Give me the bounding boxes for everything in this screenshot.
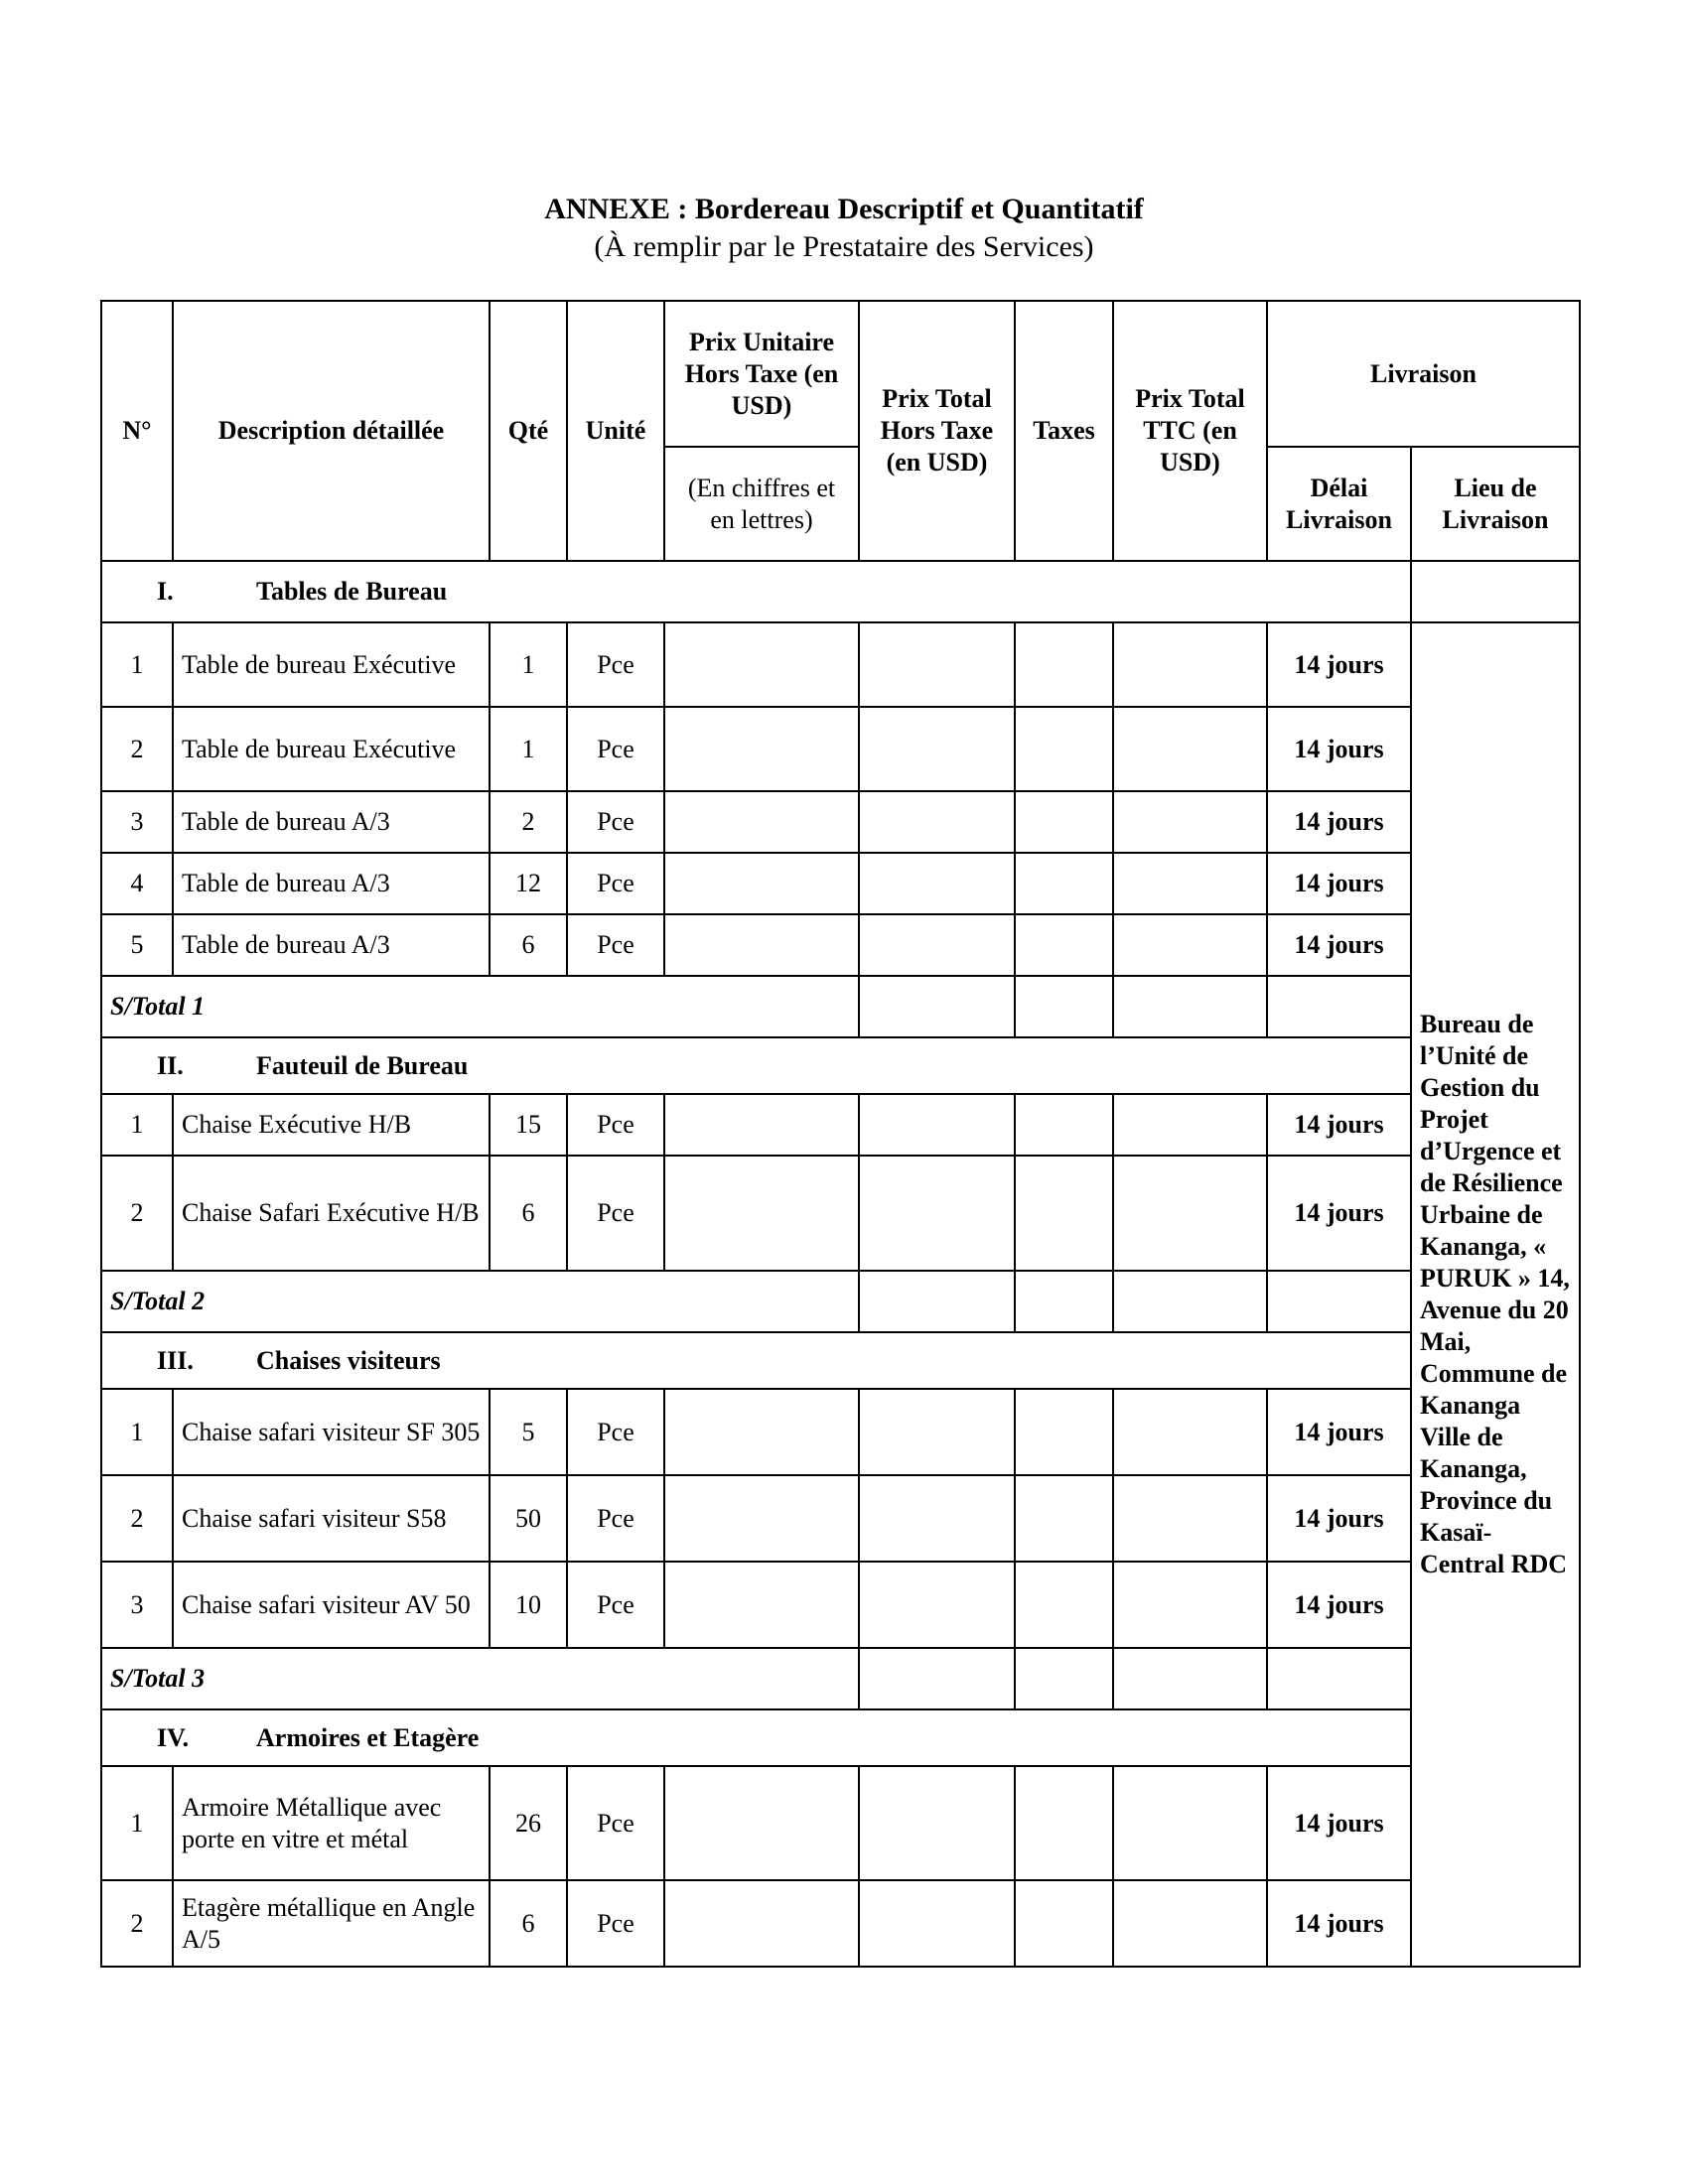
item-qte: 5 bbox=[490, 1389, 567, 1475]
section-name: Fauteuil de Bureau bbox=[256, 1050, 469, 1080]
section-header-row bbox=[101, 1709, 1580, 1766]
subtotal-label: S/Total 2 bbox=[101, 1271, 859, 1332]
item-unite: Pce bbox=[567, 1094, 664, 1156]
prix-total-ttc-cell[interactable] bbox=[1113, 1880, 1267, 1967]
subtotal-taxes-cell[interactable] bbox=[1015, 1271, 1113, 1332]
header-prix-unitaire: Prix Unitaire Hors Taxe (en USD) bbox=[664, 301, 859, 447]
section-title bbox=[101, 1709, 1411, 1766]
taxes-cell[interactable] bbox=[1015, 1562, 1113, 1648]
item-description: Etagère métallique en Angle A/5 bbox=[173, 1880, 490, 1967]
item-no: 1 bbox=[101, 1766, 173, 1880]
item-description: Chaise Safari Exécutive H/B bbox=[173, 1156, 490, 1271]
prix-total-ht-cell[interactable] bbox=[859, 622, 1015, 707]
item-unite: Pce bbox=[567, 914, 664, 976]
section-title bbox=[101, 1037, 1411, 1094]
section-title bbox=[101, 1332, 1411, 1389]
prix-unitaire-cell[interactable] bbox=[664, 622, 859, 707]
prix-total-ttc-cell[interactable] bbox=[1113, 914, 1267, 976]
item-qte: 6 bbox=[490, 914, 567, 976]
item-delai: 14 jours bbox=[1267, 1156, 1411, 1271]
item-unite: Pce bbox=[567, 1766, 664, 1880]
taxes-cell[interactable] bbox=[1015, 1766, 1113, 1880]
item-unite: Pce bbox=[567, 1156, 664, 1271]
table-row bbox=[101, 1880, 1580, 1967]
item-unite: Pce bbox=[567, 1562, 664, 1648]
taxes-cell[interactable] bbox=[1015, 707, 1113, 791]
header-delai: Délai Livraison bbox=[1267, 447, 1411, 561]
item-unite: Pce bbox=[567, 622, 664, 707]
prix-unitaire-cell[interactable] bbox=[664, 707, 859, 791]
prix-total-ttc-cell[interactable] bbox=[1113, 1766, 1267, 1880]
prix-total-ttc-cell[interactable] bbox=[1113, 707, 1267, 791]
item-qte: 6 bbox=[490, 1156, 567, 1271]
header-taxes: Taxes bbox=[1015, 301, 1113, 561]
item-description: Chaise safari visiteur SF 305 bbox=[173, 1389, 490, 1475]
item-description: Table de bureau Exécutive bbox=[173, 707, 490, 791]
item-unite: Pce bbox=[567, 1880, 664, 1967]
prix-total-ht-cell[interactable] bbox=[859, 1389, 1015, 1475]
item-description: Table de bureau Exécutive bbox=[173, 622, 490, 707]
document-title: ANNEXE : Bordereau Descriptif et Quantitatif bbox=[544, 193, 1144, 225]
item-no: 2 bbox=[101, 1880, 173, 1967]
bordereau-table bbox=[100, 300, 1581, 1968]
header-prix-unitaire-note: (En chiffres et en lettres) bbox=[664, 447, 859, 561]
prix-unitaire-cell[interactable] bbox=[664, 791, 859, 853]
item-delai: 14 jours bbox=[1267, 707, 1411, 791]
prix-total-ttc-cell[interactable] bbox=[1113, 791, 1267, 853]
subtotal-label: S/Total 3 bbox=[101, 1648, 859, 1709]
table-row bbox=[101, 1562, 1580, 1648]
lieu-blank-cell bbox=[1411, 561, 1580, 622]
subtotal-taxes-cell[interactable] bbox=[1015, 1648, 1113, 1709]
section-header-row bbox=[101, 1332, 1580, 1389]
item-qte: 1 bbox=[490, 707, 567, 791]
prix-unitaire-cell[interactable] bbox=[664, 1389, 859, 1475]
item-delai: 14 jours bbox=[1267, 1880, 1411, 1967]
subtotal-ttc-cell[interactable] bbox=[1113, 1648, 1267, 1709]
section-name: Tables de Bureau bbox=[256, 577, 448, 606]
item-unite: Pce bbox=[567, 791, 664, 853]
table-row bbox=[101, 622, 1580, 707]
item-description: Chaise safari visiteur S58 bbox=[173, 1475, 490, 1562]
table-row bbox=[101, 1389, 1580, 1475]
section-title bbox=[101, 561, 1411, 622]
prix-total-ttc-cell[interactable] bbox=[1113, 622, 1267, 707]
subtotal-ht-cell[interactable] bbox=[859, 1271, 1015, 1332]
prix-total-ttc-cell[interactable] bbox=[1113, 1094, 1267, 1156]
table-row bbox=[101, 1094, 1580, 1156]
subtotal-label: S/Total 1 bbox=[101, 976, 859, 1037]
item-qte: 12 bbox=[490, 853, 567, 914]
table-row bbox=[101, 1766, 1580, 1880]
item-description: Armoire Métallique avec porte en vitre et métal bbox=[173, 1766, 490, 1880]
item-unite: Pce bbox=[567, 1475, 664, 1562]
item-unite: Pce bbox=[567, 1389, 664, 1475]
item-qte: 2 bbox=[490, 791, 567, 853]
taxes-cell[interactable] bbox=[1015, 914, 1113, 976]
item-no: 5 bbox=[101, 914, 173, 976]
prix-total-ht-cell[interactable] bbox=[859, 1094, 1015, 1156]
subtotal-delai-cell bbox=[1267, 1648, 1411, 1709]
prix-unitaire-cell[interactable] bbox=[664, 1475, 859, 1562]
prix-total-ht-cell[interactable] bbox=[859, 1562, 1015, 1648]
section-number: III. bbox=[157, 1345, 194, 1375]
prix-total-ht-cell[interactable] bbox=[859, 853, 1015, 914]
item-delai: 14 jours bbox=[1267, 1562, 1411, 1648]
item-description: Chaise Exécutive H/B bbox=[173, 1094, 490, 1156]
prix-unitaire-cell[interactable] bbox=[664, 1094, 859, 1156]
table-row bbox=[101, 853, 1580, 914]
item-qte: 15 bbox=[490, 1094, 567, 1156]
prix-unitaire-cell[interactable] bbox=[664, 1766, 859, 1880]
table-row bbox=[101, 707, 1580, 791]
item-delai: 14 jours bbox=[1267, 1766, 1411, 1880]
item-delai: 14 jours bbox=[1267, 791, 1411, 853]
section-name: Armoires et Etagère bbox=[256, 1722, 480, 1752]
item-no: 3 bbox=[101, 1562, 173, 1648]
item-unite: Pce bbox=[567, 707, 664, 791]
prix-total-ttc-cell[interactable] bbox=[1113, 853, 1267, 914]
header-prix-total-ttc: Prix Total TTC (en USD) bbox=[1113, 301, 1267, 561]
prix-total-ht-cell[interactable] bbox=[859, 1475, 1015, 1562]
item-no: 2 bbox=[101, 707, 173, 791]
item-qte: 50 bbox=[490, 1475, 567, 1562]
taxes-cell[interactable] bbox=[1015, 1475, 1113, 1562]
prix-total-ht-cell[interactable] bbox=[859, 791, 1015, 853]
section-header-row bbox=[101, 1037, 1580, 1094]
item-qte: 1 bbox=[490, 622, 567, 707]
taxes-cell[interactable] bbox=[1015, 1389, 1113, 1475]
subtotal-ht-cell[interactable] bbox=[859, 1648, 1015, 1709]
table-row bbox=[101, 914, 1580, 976]
taxes-cell[interactable] bbox=[1015, 1880, 1113, 1967]
header-unite: Unité bbox=[567, 301, 664, 561]
section-number: I. bbox=[157, 577, 174, 606]
prix-total-ht-cell[interactable] bbox=[859, 1880, 1015, 1967]
section-number: II. bbox=[157, 1050, 184, 1080]
item-qte: 6 bbox=[490, 1880, 567, 1967]
taxes-cell[interactable] bbox=[1015, 853, 1113, 914]
prix-unitaire-cell[interactable] bbox=[664, 1156, 859, 1271]
item-description: Table de bureau A/3 bbox=[173, 853, 490, 914]
header-livraison: Livraison bbox=[1267, 301, 1580, 447]
header-qte: Qté bbox=[490, 301, 567, 561]
taxes-cell[interactable] bbox=[1015, 1156, 1113, 1271]
prix-total-ttc-cell[interactable] bbox=[1113, 1475, 1267, 1562]
item-no: 1 bbox=[101, 1389, 173, 1475]
subtotal-row bbox=[101, 976, 1580, 1037]
taxes-cell[interactable] bbox=[1015, 791, 1113, 853]
table-row bbox=[101, 791, 1580, 853]
item-no: 3 bbox=[101, 791, 173, 853]
item-description: Chaise safari visiteur AV 50 bbox=[173, 1562, 490, 1648]
item-delai: 14 jours bbox=[1267, 1475, 1411, 1562]
section-name: Chaises visiteurs bbox=[256, 1345, 441, 1375]
item-delai: 14 jours bbox=[1267, 1389, 1411, 1475]
item-no: 2 bbox=[101, 1475, 173, 1562]
prix-total-ht-cell[interactable] bbox=[859, 1156, 1015, 1271]
prix-unitaire-cell[interactable] bbox=[664, 1562, 859, 1648]
header-lieu: Lieu de Livraison bbox=[1411, 447, 1580, 561]
prix-total-ht-cell[interactable] bbox=[859, 914, 1015, 976]
header-row bbox=[101, 301, 1580, 447]
prix-total-ht-cell[interactable] bbox=[859, 707, 1015, 791]
prix-unitaire-cell[interactable] bbox=[664, 853, 859, 914]
subtotal-delai-cell bbox=[1267, 1271, 1411, 1332]
subtotal-taxes-cell[interactable] bbox=[1015, 976, 1113, 1037]
header-no: N° bbox=[101, 301, 173, 561]
item-no: 1 bbox=[101, 622, 173, 707]
item-qte: 10 bbox=[490, 1562, 567, 1648]
subtotal-row bbox=[101, 1271, 1580, 1332]
taxes-cell[interactable] bbox=[1015, 1094, 1113, 1156]
header-prix-total-ht: Prix Total Hors Taxe (en USD) bbox=[859, 301, 1015, 561]
item-delai: 14 jours bbox=[1267, 853, 1411, 914]
item-no: 4 bbox=[101, 853, 173, 914]
item-description: Table de bureau A/3 bbox=[173, 914, 490, 976]
item-no: 1 bbox=[101, 1094, 173, 1156]
subtotal-ttc-cell[interactable] bbox=[1113, 976, 1267, 1037]
table-row bbox=[101, 1156, 1580, 1271]
subtotal-row bbox=[101, 1648, 1580, 1709]
item-description: Table de bureau A/3 bbox=[173, 791, 490, 853]
item-delai: 14 jours bbox=[1267, 622, 1411, 707]
table-row bbox=[101, 1475, 1580, 1562]
prix-total-ttc-cell[interactable] bbox=[1113, 1389, 1267, 1475]
item-qte: 26 bbox=[490, 1766, 567, 1880]
item-no: 2 bbox=[101, 1156, 173, 1271]
subtotal-ttc-cell[interactable] bbox=[1113, 1271, 1267, 1332]
prix-unitaire-cell[interactable] bbox=[664, 914, 859, 976]
section-number: IV. bbox=[157, 1722, 190, 1752]
prix-total-ttc-cell[interactable] bbox=[1113, 1562, 1267, 1648]
section-header-row bbox=[101, 561, 1580, 622]
subtotal-ht-cell[interactable] bbox=[859, 976, 1015, 1037]
item-unite: Pce bbox=[567, 853, 664, 914]
prix-unitaire-cell[interactable] bbox=[664, 1880, 859, 1967]
document-subtitle: (À remplir par le Prestataire des Services) bbox=[594, 230, 1094, 263]
subtotal-delai-cell bbox=[1267, 976, 1411, 1037]
taxes-cell[interactable] bbox=[1015, 622, 1113, 707]
item-delai: 14 jours bbox=[1267, 914, 1411, 976]
prix-total-ttc-cell[interactable] bbox=[1113, 1156, 1267, 1271]
prix-total-ht-cell[interactable] bbox=[859, 1766, 1015, 1880]
header-description: Description détaillée bbox=[173, 301, 490, 561]
lieu-livraison: Bureau de l’Unité de Gestion du Projet d’Urgence et de Résilience Urbaine de Kananga, « PURUK » 14, Avenue du 20 Mai, Commune de Kananga Ville de Kananga, Province du Kasaï-Central RDC bbox=[1411, 622, 1580, 1967]
item-delai: 14 jours bbox=[1267, 1094, 1411, 1156]
